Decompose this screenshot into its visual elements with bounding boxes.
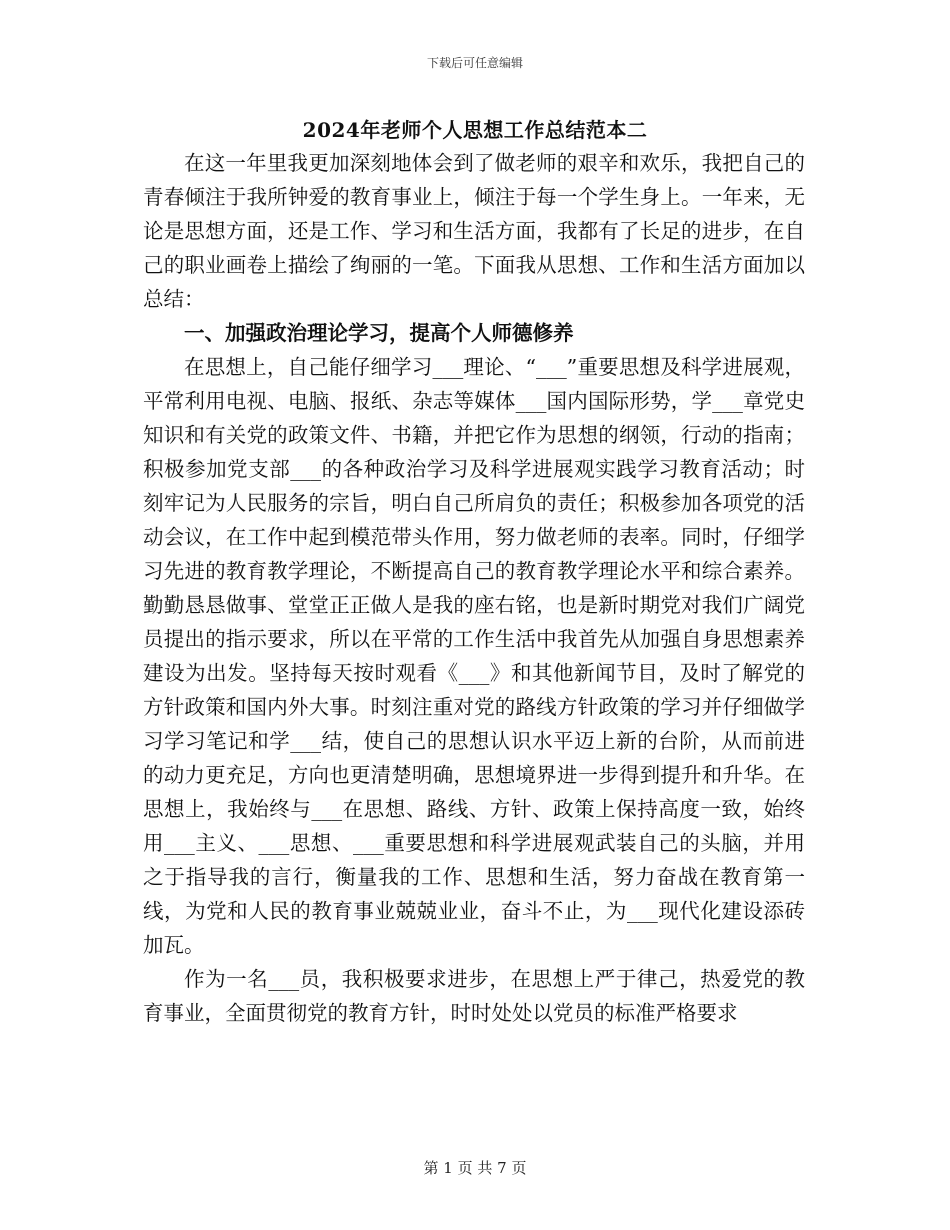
document-title: 2024年老师个人思想工作总结范本二 [302,118,648,142]
document-body [143,146,805,1030]
section-heading: 一、加强政治理论学习，提高个人师德修养 [184,321,574,345]
page-number: 第 1 页 共 7 页 [423,1159,527,1177]
header-note: 下载后可任意编辑 [426,56,523,70]
paragraph-member: 作为一名___员，我积极要求进步，在思想上严于律己，热爱党的教育事业，全面贯彻党的教育方针，时时处处以党员的标准严格要求 [143,967,805,1025]
paragraph-intro: 在这一年里我更加深刻地体会到了做老师的艰辛和欢乐，我把自己的青春倾注于我所钟爱的教育事业上，倾注于每一个学生身上。一年来，无论是思想方面，还是工作、学习和生活方面，我都有了长足的进步，在自己的职业画卷上描绘了绚丽的一笔。下面我从思想、工作和生活方面加以总结： [143,151,805,311]
paragraph-thought: 在思想上，自己能仔细学习___理论、“___”重要思想及科学进展观，平常利用电视、电脑、报纸、杂志等媒体___国内国际形势，学___章党史知识和有关党的政策文件、书籍，并把它作为思想的纲领，行动的指南；积极参加党支部___的各种政治学习及科学进展观实践学习教育活动；时刻牢记为人民服务的宗旨，明白自己所肩负的责任；积极参加各项党的活动会议，在工作中起到模范带头作用，努力做老师的表率。同时，仔细学习先进的教育教学理论，不断提高自己的教育教学理论水平和综合素养。勤勤恳恳做事、堂堂正正做人是我的座右铭，也是新时期党对我们广阔党员提出的指示要求，所以在平常的工作生活中我首先从加强自身思想素养建设为出发。坚持每天按时观看《___》和其他新闻节目，及时了解党的方针政策和国内外大事。时刻注重对党的路线方针政策的学习并仔细做学习学习笔记和学___结，使自己的思想认识水平迈上新的台阶，从而前进的动力更充足，方向也更清楚明确，思想境界进一步得到提升和升华。在思想上，我始终与___在思想、路线、方针、政策上保持高度一致，始终用___主义、___思想、___重要思想和科学进展观武装自己的头脑，并用之于指导我的言行，衡量我的工作、思想和生活，努力奋战在教育第一线，为党和人民的教育事业兢兢业业，奋斗不止，为___现代化建设添砖加瓦。 [143,355,805,957]
